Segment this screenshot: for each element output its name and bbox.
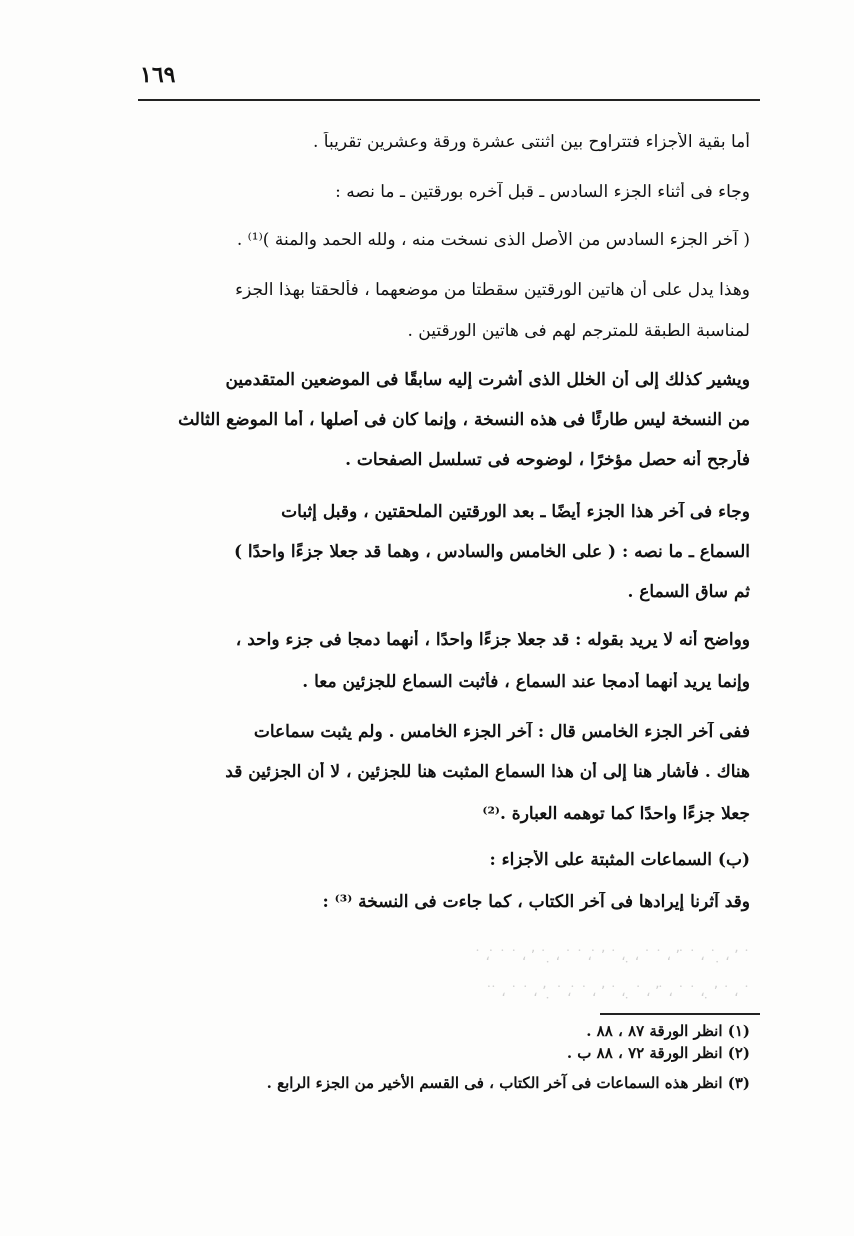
footnote: (٣) انظر هذه السماعات فى آخر الكتاب ، فى القسم الأخير من الجزء الرابع . [266,1074,750,1092]
text-line: هناك . فأشار هنا إلى أن هذا السماع المثبت هنا للجزئين ، لا أن الجزئين قد [225,762,750,782]
scan-noise: ˙ ٬ ، ̣ ˙ ، ˙ ̇ ٬ ، ˙ ˙ ، ̣ ، ˙ ٬ ̇ ، ˙ ˙ ، ̣ ˙ ٬ ، ˙ ˙ ̇ ، ˙ [473,948,750,964]
text-line: من النسخة ليس طارئًا فى هذه النسخة ، وإنما كان فى أصلها ، أما الموضع الثالث [178,410,750,430]
text-line: لمناسبة الطبقة للمترجم لهم فى هاتين الورقتين . [407,321,750,341]
page-number: ١٦٩ [140,62,176,88]
text-line: السماع ـ ما نصه : ( على الخامس والسادس ، وهما قد جعلا جزءًا واحدًا ) [233,542,750,562]
section-heading: (ب) السماعات المثبتة على الأجزاء : [489,850,750,870]
text-line: ( آخر الجزء السادس من الأصل الذى نسخت منه ، ولله الحمد والمنة )⁽¹⁾ . [236,230,750,250]
scan-noise: ˙ ، ˙ ٬ ̣ ، ˙ ˙ ، ̇ ٬ ، ˙ ̣ ، ˙ ٬ ، ˙ ̇ ، ˙ ̣ ٬ ، ˙ ˙ ، ̇ ˙ [485,984,750,1000]
text-line: ففى آخر الجزء الخامس قال : آخر الجزء الخامس . ولم يثبت سماعات [253,722,750,742]
text-line: ويشير كذلك إلى أن الخلل الذى أشرت إليه سابقًا فى الموضعين المتقدمين [225,370,750,390]
text-line: وواضح أنه لا يريد بقوله : قد جعلا جزءًا واحدًا ، أنهما دمجا فى جزء واحد ، [235,630,750,650]
text-line: فأرجح أنه حصل مؤخرًا ، لوضوحه فى تسلسل الصفحات . [345,450,750,470]
footnote-rule [600,1013,760,1015]
text-line: أما بقية الأجزاء فتتراوح بين اثنتى عشرة ورقة وعشرين تقريباً . [313,132,750,152]
text-line: وإنما يريد أنهما أدمجا عند السماع ، فأثبت السماع للجزئين معا . [302,672,750,692]
text-line: وقد آثرنا إيرادها فى آخر الكتاب ، كما جاءت فى النسخة ⁽³⁾ : [322,892,750,912]
footnote: (٢) انظر الورقة ٧٢ ، ٨٨ ب . [566,1044,750,1062]
text-line: جعلا جزءًا واحدًا كما توهمه العبارة .⁽²⁾ [482,804,750,824]
text-line: وهذا يدل على أن هاتين الورقتين سقطتا من موضعهما ، فألحقتا بهذا الجزء [235,280,750,300]
text-line: ثم ساق السماع . [627,582,750,602]
text-line: وجاء فى أثناء الجزء السادس ـ قبل آخره بورقتين ـ ما نصه : [335,182,750,202]
header-rule [138,99,760,101]
text-line: وجاء فى آخر هذا الجزء أيضًا ـ بعد الورقتين الملحقتين ، وقبل إثبات [281,502,750,522]
footnote: (١) انظر الورقة ٨٧ ، ٨٨ . [586,1022,750,1040]
